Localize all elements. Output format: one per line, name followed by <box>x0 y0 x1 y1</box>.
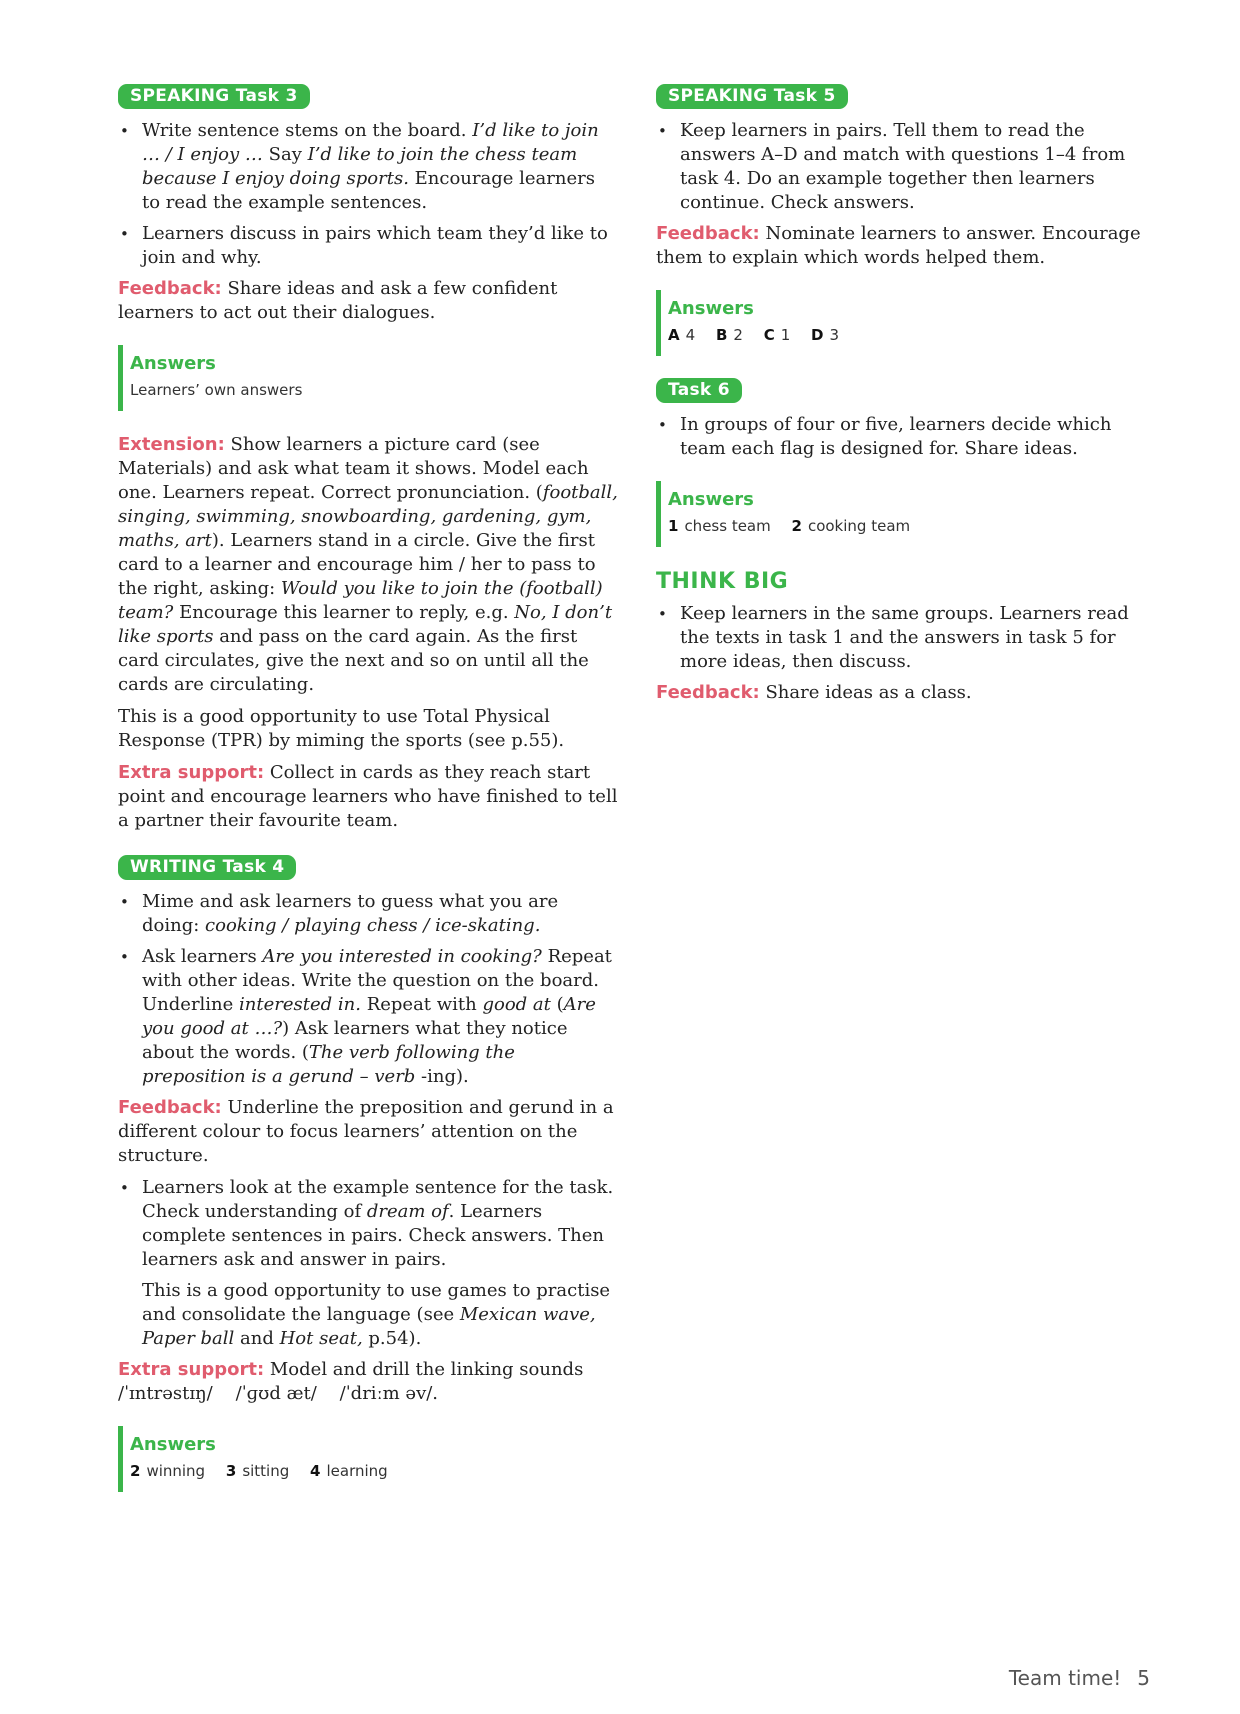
answers-list <box>668 322 1146 348</box>
answer-item: 4 learning <box>310 1462 388 1480</box>
answers-list <box>130 1458 618 1484</box>
speaking-task3-bullets <box>118 119 618 270</box>
ipa-transcription: /ˈɪntrəstɪŋ/ /ˈɡʊd æt/ /ˈdriːm əv/. <box>118 1383 439 1404</box>
answer-item: 2 cooking team <box>791 517 911 535</box>
tpr-paragraph: This is a good opportunity to use Total Physical Response (TPR) by miming the sports (see p.55). <box>118 706 565 751</box>
speaking-task3-heading: SPEAKING Task 3 <box>118 84 310 109</box>
task6-heading: Task 6 <box>656 378 742 403</box>
answers-box <box>118 1426 618 1492</box>
writing-task4-bullets <box>118 890 618 1089</box>
answer-item: 1 chess team <box>668 517 771 535</box>
answer-item: 3 sitting <box>225 1462 290 1480</box>
feedback-paragraph: Feedback: Share ideas and ask a few confident learners to act out their dialogues. <box>118 278 558 323</box>
answers-title: Answers <box>668 489 754 510</box>
right-column <box>656 84 1146 713</box>
list-item: • Mime and ask learners to guess what you are doing: cooking / playing chess / ice-skating. <box>118 890 618 938</box>
answer-item: D 3 <box>811 326 840 344</box>
answer-item: 2 winning <box>130 1462 206 1480</box>
writing-task4-heading: WRITING Task 4 <box>118 855 296 880</box>
list-item: • Learners discuss in pairs which team they’d like to join and why. <box>118 222 618 270</box>
answers-title: Answers <box>130 1434 216 1455</box>
feedback-paragraph: Feedback: Nominate learners to answer. Encourage them to explain which words helped them. <box>656 223 1141 268</box>
writing-task4-bullets-2 <box>118 1176 618 1351</box>
list-item: • Ask learners Are you interested in cooking? Repeat with other ideas. Write the question on the board. Underline interested in. Repeat with good at (Are you good at …?) Ask learners what they notice about the words. (The verb following the preposition is a gerund – verb -ing). <box>118 945 618 1089</box>
answers-title: Answers <box>668 298 754 319</box>
unit-title: Team time! <box>1008 1666 1122 1690</box>
list-item: • Learners look at the example sentence for the task. Check understanding of dream of. Learners complete sentences in pairs. Check answers. Then learners ask and answer in pairs. This is a good opportunity to use games to practise and consolidate the language (see Mexican wave, Paper ball and Hot seat, p.54). <box>118 1176 618 1351</box>
feedback-paragraph: Feedback: Underline the preposition and gerund in a different colour to focus learners’ attention on the structure. <box>118 1097 614 1166</box>
list-item: • Keep learners in pairs. Tell them to read the answers A–D and match with questions 1–4 from task 4. Do an example together then learners continue. Check answers. <box>656 119 1146 215</box>
speaking-task5-bullets <box>656 119 1146 215</box>
task6-bullets <box>656 413 1146 461</box>
answer-item: C 1 <box>763 326 791 344</box>
extension-paragraph: Extension: Show learners a picture card (see Materials) and ask what team it shows. Model each one. Learners repeat. Correct pronunciation. (football, singing, swimming, snowboarding, gardening, gym, maths, art). Learners stand in a circle. Give the first card to a learner and encourage him / her to pass to the right, asking: Would you like to join the (football) team? Encourage this learner to reply, e.g. No, I don’t like sports and pass on the card again. As the first card circulates, give the next and so on until all the cards are circulating. <box>118 434 618 695</box>
answers-text: Learners’ own answers <box>130 381 303 399</box>
answers-title: Answers <box>130 353 216 374</box>
think-big-bullets <box>656 602 1146 674</box>
answer-item: A 4 <box>668 326 696 344</box>
list-item: • Keep learners in the same groups. Learners read the texts in task 1 and the answers in task 5 for more ideas, then discuss. <box>656 602 1146 674</box>
page-number: 5 <box>1137 1666 1150 1690</box>
page-footer <box>1009 1666 1150 1690</box>
answers-list <box>668 513 1146 539</box>
answers-box <box>656 290 1146 356</box>
extra-support-paragraph: Extra support: Model and drill the linking sounds /ˈɪntrəstɪŋ/ /ˈɡʊd æt/ /ˈdriːm əv/. <box>118 1359 584 1404</box>
speaking-task5-heading: SPEAKING Task 5 <box>656 84 848 109</box>
answers-box <box>118 345 618 411</box>
extra-support-paragraph: Extra support: Collect in cards as they reach start point and encourage learners who have finished to tell a partner their favourite team. <box>118 762 618 831</box>
list-item: • In groups of four or five, learners decide which team each flag is designed for. Share ideas. <box>656 413 1146 461</box>
answer-item: B 2 <box>715 326 743 344</box>
feedback-paragraph: Feedback: Share ideas as a class. <box>656 682 972 703</box>
answers-box <box>656 481 1146 547</box>
think-big-heading: THINK BIG <box>656 569 789 594</box>
list-item: • Write sentence stems on the board. I’d like to join … / I enjoy … Say I’d like to join the chess team because I enjoy doing sports. Encourage learners to read the example sentences. <box>118 119 618 215</box>
left-column <box>118 84 618 1514</box>
games-note: This is a good opportunity to use games to practise and consolidate the language (see Mexican wave, Paper ball and Hot seat, p.54). <box>142 1280 611 1349</box>
